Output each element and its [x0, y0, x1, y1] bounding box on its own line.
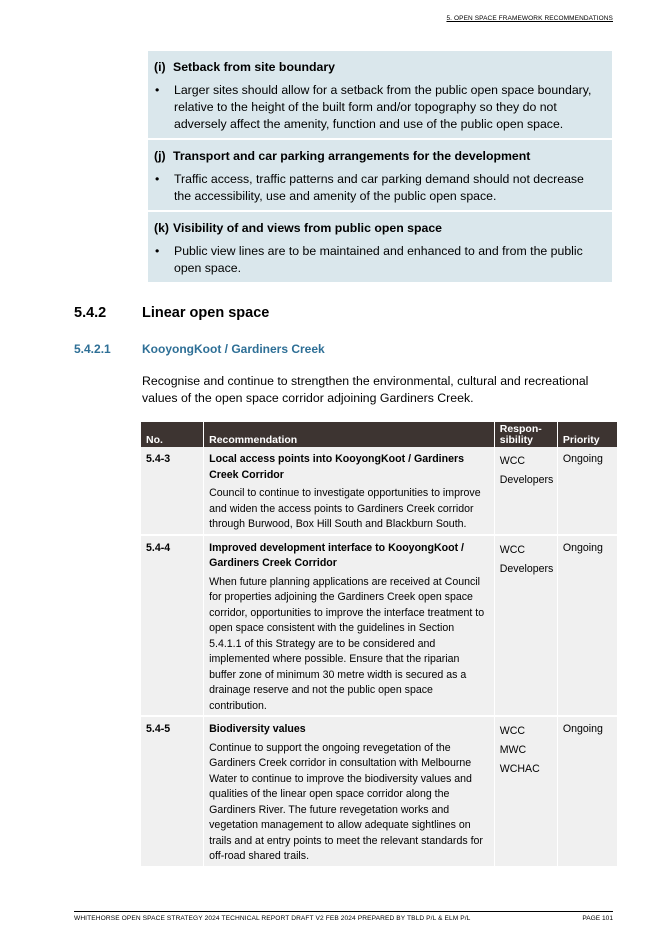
priority-cell: Ongoing — [557, 716, 617, 867]
footer-text: WHITEHORSE OPEN SPACE STRATEGY 2024 TECHNICAL REPORT DRAFT V2 FEB 2024 PREPARED BY TBLD P/L & ELM P/L — [74, 915, 471, 922]
guideline-heading — [154, 147, 602, 165]
footer-divider — [74, 911, 613, 912]
bullet-icon: • — [155, 244, 160, 258]
column-header-recommendation: Recommendation — [204, 422, 495, 447]
subsection-number: 5.4.2.1 — [74, 342, 111, 356]
section-heading — [74, 305, 269, 321]
table-row — [141, 535, 617, 717]
responsibility-item: WCC — [499, 543, 526, 556]
rec-title: Local access points into KooyongKoot / Gardiners Creek Corridor — [209, 453, 465, 481]
responsibility-item: WCHAC — [499, 763, 540, 775]
rec-number: 5.4-3 — [141, 447, 204, 535]
column-header-responsibility-line1: Respon- — [499, 423, 542, 435]
guideline-letter: (i) — [154, 60, 166, 74]
responsibility-cell — [494, 716, 557, 867]
subsection-title: KooyongKoot / Gardiners Creek — [142, 342, 325, 356]
guideline-bullet — [154, 82, 602, 133]
table-row — [141, 447, 617, 535]
responsibility-item: Developers — [499, 474, 554, 486]
rec-body: When future planning applications are received at Council for properties adjoining the Gardiners Creek open space corridor, opportunities to improve the interface treatment to open space consistent with the guidelines in Section 5.4.1.1 of this Strategy are to be considered and implemented where possible. Ensure that the riparian buffer zone of minimum 30 metre width is secured as a drainage reserve and not the public open space contribution. — [209, 575, 485, 712]
recommendations-table — [141, 422, 617, 868]
guideline-title: Transport and car parking arrangements for the development — [173, 149, 531, 163]
rec-body: Continue to support the ongoing revegetation of the Gardiners Creek corridor in consultation with Melbourne Water to continue to improve the biodiversity values and qualities of the linear open space corridor along the Gardiners River. The future revegetation works and vegetation management to allow adequate sightlines on trails and at entry points to meet the relevant standards for off-road shared trails. — [209, 741, 483, 862]
guideline-letter: (k) — [154, 221, 170, 235]
rec-cell — [204, 535, 495, 717]
priority-cell: Ongoing — [557, 447, 617, 535]
section-number: 5.4.2 — [74, 305, 107, 321]
guideline-bullet-text: Traffic access, traffic patterns and car parking demand should not decrease the accessibility, use and amenity of the public open space. — [174, 172, 584, 203]
rec-cell — [204, 716, 495, 867]
column-header-no: No. — [141, 422, 204, 447]
section-title: Linear open space — [142, 305, 270, 321]
guideline-heading — [154, 219, 602, 237]
rec-body: Council to continue to investigate opportunities to improve and widen the access points to Gardiners Creek corridor through Burwood, Box Hill South and Blackburn South. — [209, 487, 481, 530]
rec-number: 5.4-5 — [141, 716, 204, 867]
guideline-section-j — [148, 140, 612, 212]
responsibility-item: WCC — [499, 725, 526, 737]
guideline-section-k — [148, 212, 612, 282]
guideline-bullet-text: Larger sites should allow for a setback from the public open space boundary, relative to the height of the built form and/or topography so they do not adversely affect the amenity, function and use of the public open space. — [174, 83, 592, 131]
bullet-icon: • — [155, 83, 160, 97]
column-header-priority: Priority — [557, 422, 617, 447]
bullet-icon: • — [155, 172, 160, 186]
page-number: PAGE 101 — [582, 915, 613, 922]
guidelines-box — [148, 51, 612, 282]
subsection-heading — [74, 342, 325, 356]
column-header-responsibility-line2: sibility — [499, 434, 533, 446]
responsibility-cell — [494, 447, 557, 535]
running-header: 5. OPEN SPACE FRAMEWORK RECOMMENDATIONS — [446, 15, 613, 22]
rec-title: Biodiversity values — [209, 723, 306, 735]
rec-number: 5.4-4 — [141, 535, 204, 717]
rec-cell — [204, 447, 495, 535]
guideline-letter: (j) — [154, 149, 166, 163]
rec-title: Improved development interface to KooyongKoot / Gardiners Creek Corridor — [209, 541, 464, 569]
guideline-bullet — [154, 171, 602, 205]
priority-cell: Ongoing — [557, 535, 617, 717]
table-header-row — [141, 422, 617, 447]
guideline-section-i — [148, 51, 612, 140]
responsibility-cell — [494, 535, 557, 717]
column-header-responsibility — [494, 422, 557, 447]
responsibility-item: MWC — [499, 744, 527, 756]
intro-paragraph: Recognise and continue to strengthen the environmental, cultural and recreational values of the open space corridor adjoining Gardiners Creek. — [142, 374, 589, 405]
guideline-title: Setback from site boundary — [173, 60, 335, 74]
guideline-heading — [154, 58, 602, 76]
responsibility-item: WCC — [499, 455, 526, 467]
responsibility-item: Developers — [499, 562, 554, 575]
guideline-bullet-text: Public view lines are to be maintained and enhanced to and from the public open space. — [174, 244, 583, 275]
guideline-title: Visibility of and views from public open space — [173, 221, 443, 235]
guideline-bullet — [154, 243, 602, 277]
table-row — [141, 716, 617, 867]
